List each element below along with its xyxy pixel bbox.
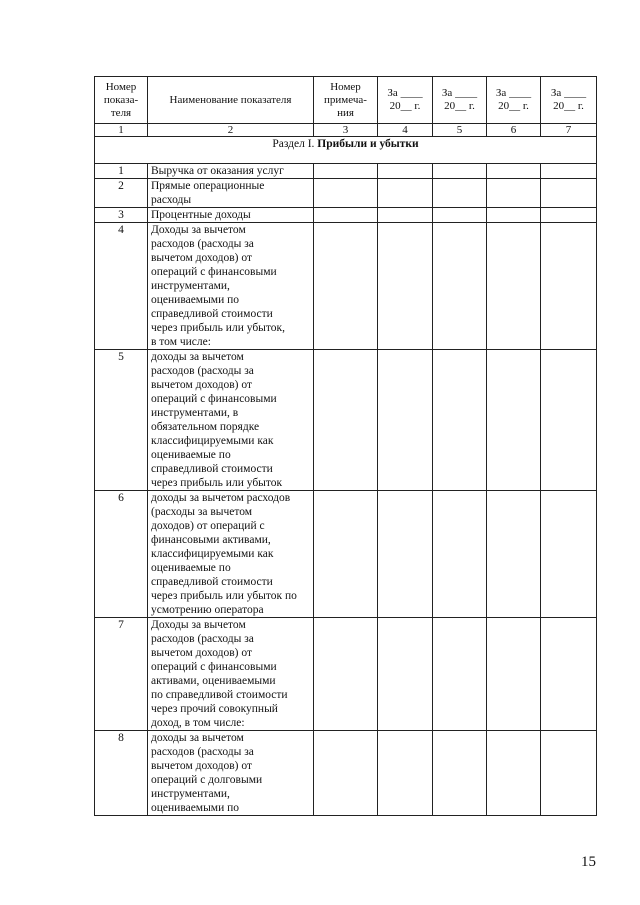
- indicator-name-text: доходы за вычетом расходов (расходы за вычетом доходов) от операций с долговыми инструментами, оцениваемыми по: [151, 732, 263, 814]
- section-prefix: Раздел I.: [272, 138, 315, 150]
- value-cell: [541, 223, 597, 350]
- indicator-name: [148, 731, 314, 816]
- column-number-row: [95, 124, 597, 137]
- value-cell: [433, 731, 487, 816]
- value-cell: [378, 350, 433, 491]
- section-heading: [95, 137, 597, 164]
- value-cell: [487, 618, 541, 731]
- value-cell: [487, 491, 541, 618]
- header-period-1: За ____ 20__ г.: [378, 77, 433, 124]
- note-cell: [314, 208, 378, 223]
- indicator-name: [148, 179, 314, 208]
- indicator-number: 5: [95, 350, 148, 491]
- page-number: 15: [581, 854, 596, 870]
- value-cell: [487, 731, 541, 816]
- indicator-name-text: Прямые операционные расходы: [151, 180, 265, 206]
- indicator-number: 6: [95, 491, 148, 618]
- table-row: [95, 208, 597, 223]
- indicator-number: 2: [95, 179, 148, 208]
- indicator-name-text: Доходы за вычетом расходов (расходы за вычетом доходов) от операций с финансовыми инструментами, оцениваемыми по справедливой стоимости через прибыль или убыток, в том числе:: [151, 224, 285, 348]
- column-number: 5: [433, 124, 487, 137]
- header-period-4: За ____ 20__ г.: [541, 77, 597, 124]
- column-number: 4: [378, 124, 433, 137]
- note-cell: [314, 223, 378, 350]
- indicator-name: [148, 164, 314, 179]
- header-note-number: Номер примеча- ния: [314, 77, 378, 124]
- value-cell: [378, 223, 433, 350]
- value-cell: [378, 618, 433, 731]
- value-cell: [541, 179, 597, 208]
- table-row: [95, 731, 597, 816]
- value-cell: [433, 223, 487, 350]
- indicator-number: 8: [95, 731, 148, 816]
- note-cell: [314, 618, 378, 731]
- section-title: Прибыли и убытки: [317, 138, 419, 150]
- indicator-number: 1: [95, 164, 148, 179]
- report-table: [94, 76, 597, 816]
- indicator-name: [148, 208, 314, 223]
- table-row: [95, 491, 597, 618]
- value-cell: [541, 491, 597, 618]
- indicator-number: 7: [95, 618, 148, 731]
- value-cell: [541, 618, 597, 731]
- indicator-name: [148, 350, 314, 491]
- indicator-name: [148, 223, 314, 350]
- indicator-number: 3: [95, 208, 148, 223]
- indicator-name: [148, 491, 314, 618]
- column-number: 1: [95, 124, 148, 137]
- value-cell: [378, 731, 433, 816]
- value-cell: [433, 618, 487, 731]
- value-cell: [433, 164, 487, 179]
- value-cell: [487, 208, 541, 223]
- value-cell: [378, 164, 433, 179]
- indicator-name-text: Доходы за вычетом расходов (расходы за вычетом доходов) от операций с финансовыми активами, оцениваемыми по справедливой стоимости через прочий совокупный доход, в том числе:: [151, 619, 288, 729]
- value-cell: [433, 350, 487, 491]
- indicator-name-text: Выручка от оказания услуг: [151, 165, 284, 177]
- value-cell: [378, 491, 433, 618]
- column-number: 3: [314, 124, 378, 137]
- header-indicator-number: Номер показа- теля: [95, 77, 148, 124]
- indicator-name-text: Процентные доходы: [151, 209, 251, 221]
- value-cell: [378, 208, 433, 223]
- column-number: 6: [487, 124, 541, 137]
- value-cell: [378, 179, 433, 208]
- header-row: [95, 77, 597, 124]
- note-cell: [314, 350, 378, 491]
- indicator-name-text: доходы за вычетом расходов (расходы за вычетом доходов) от операций с финансовыми инструментами, в обязательном порядке классифицируемыми как оцениваемые по справедливой стоимости через прибыль или убыток: [151, 351, 283, 489]
- section-row: [95, 137, 597, 164]
- header-period-2: За ____ 20__ г.: [433, 77, 487, 124]
- value-cell: [541, 164, 597, 179]
- note-cell: [314, 731, 378, 816]
- table-row: [95, 350, 597, 491]
- header-indicator-name: Наименование показателя: [148, 77, 314, 124]
- value-cell: [487, 179, 541, 208]
- value-cell: [433, 208, 487, 223]
- table-row: [95, 164, 597, 179]
- value-cell: [433, 491, 487, 618]
- value-cell: [487, 350, 541, 491]
- table-row: [95, 223, 597, 350]
- value-cell: [541, 208, 597, 223]
- value-cell: [487, 223, 541, 350]
- note-cell: [314, 179, 378, 208]
- indicator-name-text: доходы за вычетом расходов (расходы за вычетом доходов) от операций с финансовыми активами, классифицируемыми как оцениваемые по справедливой стоимости через прибыль или убыток по усмотрению оператора: [151, 492, 297, 616]
- note-cell: [314, 164, 378, 179]
- table-row: [95, 618, 597, 731]
- column-number: 7: [541, 124, 597, 137]
- table-row: [95, 179, 597, 208]
- value-cell: [487, 164, 541, 179]
- indicator-number: 4: [95, 223, 148, 350]
- value-cell: [541, 731, 597, 816]
- value-cell: [541, 350, 597, 491]
- indicator-name: [148, 618, 314, 731]
- header-period-3: За ____ 20__ г.: [487, 77, 541, 124]
- column-number: 2: [148, 124, 314, 137]
- value-cell: [433, 179, 487, 208]
- note-cell: [314, 491, 378, 618]
